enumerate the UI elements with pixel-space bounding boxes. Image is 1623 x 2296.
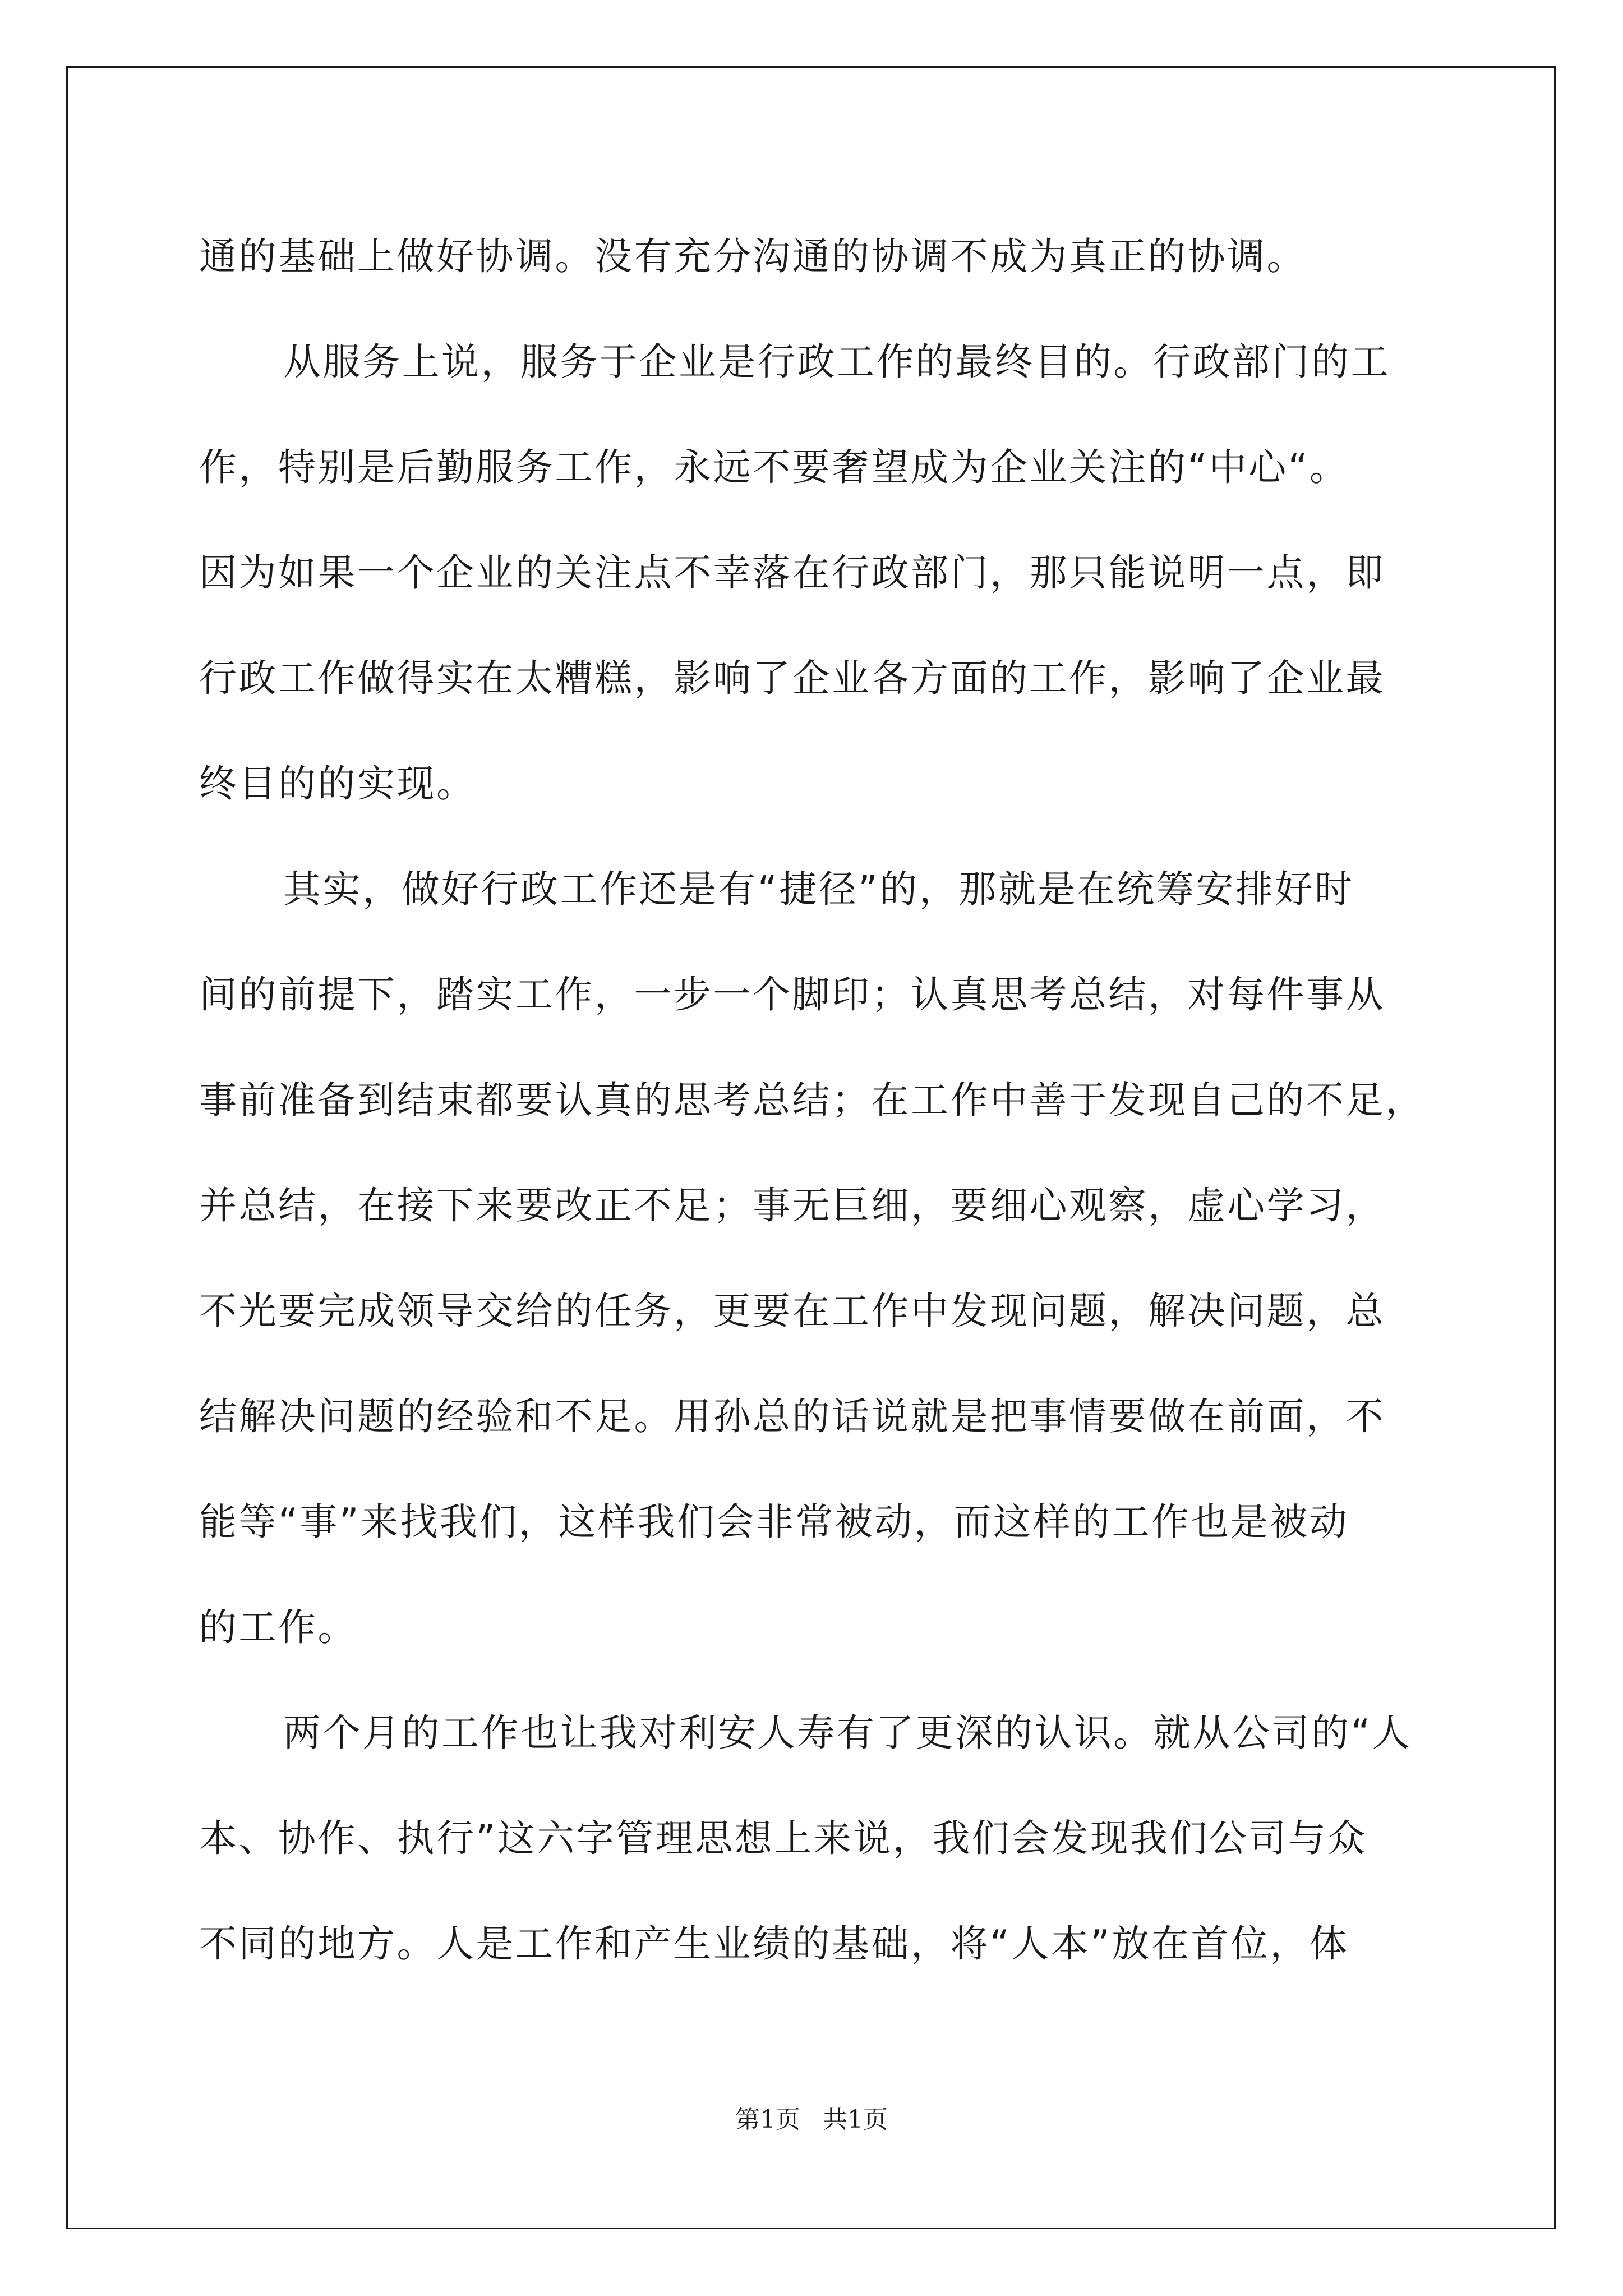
text-line: 能等“事”来找我们，这样我们会非常被动，而这样的工作也是被动 <box>199 1500 1349 1544</box>
text-line: 并总结，在接下来要改正不足；事无巨细，要细心观察，虚心学习， <box>199 1184 1385 1227</box>
text-line: 结解决问题的经验和不足。用孙总的话说就是把事情要做在前面，不 <box>199 1395 1385 1438</box>
text-line: 不光要完成领导交给的任务，更要在工作中发现问题，解决问题，总 <box>199 1289 1385 1333</box>
text-line: 事前准备到结束都要认真的思考总结；在工作中善于发现自己的不足， <box>199 1078 1425 1122</box>
text-line: 通的基础上做好协调。没有充分沟通的协调不成为真正的协调。 <box>199 234 1306 278</box>
text-line: 本、协作、执行”这六字管理思想上来说，我们会发现我们公司与众 <box>199 1816 1367 1860</box>
text-line: 间的前提下，踏实工作，一步一个脚印；认真思考总结，对每件事从 <box>199 973 1385 1016</box>
document-body <box>199 204 1428 1996</box>
text-line: 终目的的实现。 <box>199 762 476 806</box>
page-number-footer: 第1页 共1页 <box>735 2105 888 2134</box>
text-line: 作，特别是后勤服务工作，永远不要奢望成为企业关注的“中心“。 <box>199 445 1349 489</box>
text-line: 其实，做好行政工作还是有“捷径”的，那就是在统筹安排好时 <box>283 867 1354 911</box>
text-line: 因为如果一个企业的关注点不幸落在行政部门，那只能说明一点，即 <box>199 551 1385 595</box>
text-line: 不同的地方。人是工作和产生业绩的基础，将“人本”放在首位，体 <box>199 1922 1349 1966</box>
text-line: 行政工作做得实在太糟糕，影响了企业各方面的工作，影响了企业最 <box>199 656 1385 700</box>
text-line: 两个月的工作也让我对利安人寿有了更深的认识。就从公司的“人 <box>283 1711 1412 1755</box>
text-line: 的工作。 <box>199 1605 357 1649</box>
text-line: 从服务上说，服务于企业是行政工作的最终目的。行政部门的工 <box>283 340 1390 384</box>
